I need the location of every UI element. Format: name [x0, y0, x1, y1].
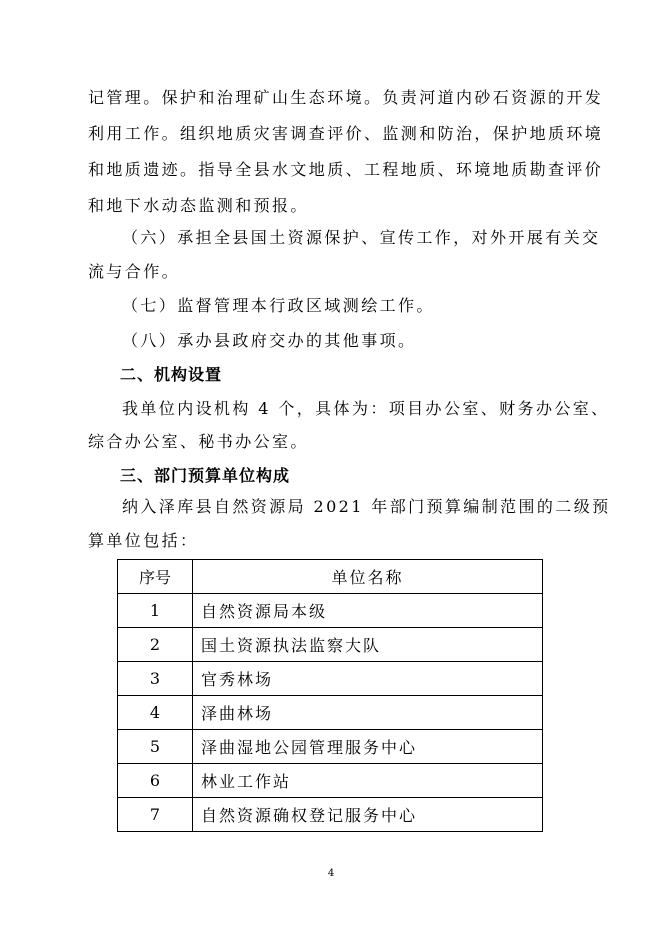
column-header-no: 序号: [118, 560, 193, 594]
cell-name: 林业工作站: [193, 764, 543, 798]
table-row: [118, 798, 543, 832]
paragraph-line: 我单位内设机构 4 个，具体为：项目办公室、财务办公室、: [122, 399, 610, 418]
section-heading-org: 二、机构设置: [120, 365, 223, 384]
cell-no: 2: [118, 628, 193, 662]
cell-no: 5: [118, 730, 193, 764]
paragraph-line: 流与合作。: [88, 262, 181, 281]
paragraph-line: 和地下水动态监测和预报。: [88, 196, 309, 215]
table-header-row: [118, 560, 543, 594]
cell-no: 4: [118, 696, 193, 730]
cell-name: 自然资源确权登记服务中心: [193, 798, 543, 832]
cell-no: 1: [118, 594, 193, 628]
section-heading-budget-units: 三、部门预算单位构成: [120, 466, 291, 485]
table-row: [118, 628, 543, 662]
table-row: [118, 662, 543, 696]
table-row: [118, 730, 543, 764]
cell-name: 泽曲湿地公园管理服务中心: [193, 730, 543, 764]
paragraph-line: 算单位包括：: [88, 531, 199, 550]
cell-name: 自然资源局本级: [193, 594, 543, 628]
paragraph-line: 利用工作。组织地质灾害调查评价、监测和防治，保护地质环境: [88, 124, 604, 143]
cell-name: 泽曲林场: [193, 696, 543, 730]
table-row: [118, 696, 543, 730]
paragraph-line: 纳入泽库县自然资源局 2021 年部门预算编制范围的二级预: [122, 497, 611, 516]
page-number: 4: [327, 868, 335, 879]
paragraph-line: （七）监督管理本行政区域测绘工作。: [122, 296, 435, 315]
paragraph-line: （八）承办县政府交办的其他事项。: [122, 331, 417, 350]
budget-units-table: [117, 559, 543, 832]
paragraph-line: 综合办公室、秘书办公室。: [88, 432, 309, 451]
paragraph-line: （六）承担全县国土资源保护、宣传工作，对外开展有关交: [122, 228, 601, 247]
cell-no: 6: [118, 764, 193, 798]
paragraph-line: 记管理。保护和治理矿山生态环境。负责河道内砂石资源的开发: [88, 88, 604, 107]
cell-no: 3: [118, 662, 193, 696]
paragraph-line: 和地质遗迹。指导全县水文地质、工程地质、环境地质勘查评价: [88, 160, 604, 179]
cell-name: 国土资源执法监察大队: [193, 628, 543, 662]
column-header-name: 单位名称: [193, 560, 543, 594]
cell-no: 7: [118, 798, 193, 832]
table-row: [118, 594, 543, 628]
table-row: [118, 764, 543, 798]
cell-name: 官秀林场: [193, 662, 543, 696]
